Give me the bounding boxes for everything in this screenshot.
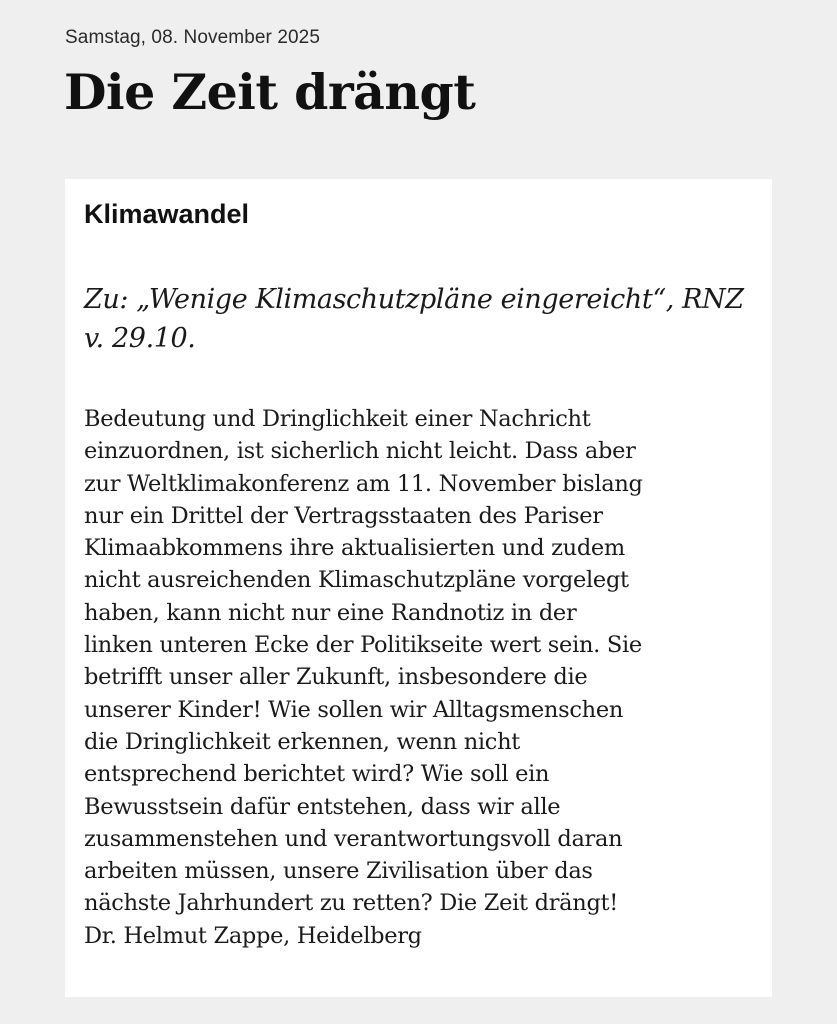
body-line: zur Weltklimakonferenz am 11. November bislang — [84, 470, 643, 497]
body-line: einzuordnen, ist sicherlich nicht leicht. Dass aber — [84, 438, 636, 465]
body-line: nächste Jahrhundert zu retten? Die Zeit drängt! — [84, 890, 619, 917]
body-line: betrifft unser aller Zukunft, insbesondere die — [84, 664, 588, 691]
body-line: Bedeutung und Dringlichkeit einer Nachricht — [84, 406, 591, 432]
body-line: linken unteren Ecke der Politikseite wert sein. Sie — [84, 632, 642, 659]
section-rubric: Klimawandel — [84, 199, 250, 229]
body-line: nur ein Drittel der Vertragsstaaten des Pariser — [84, 502, 603, 529]
body-line: haben, kann nicht nur eine Randnotiz in der — [84, 599, 577, 626]
author-signature: Dr. Helmut Zappe, Heidelberg — [84, 922, 422, 949]
letter-body — [84, 403, 643, 952]
letter-card — [65, 179, 772, 997]
body-line: arbeiten müssen, unsere Zivilisation über das — [84, 858, 593, 885]
article-reference: Zu: „Wenige Klimaschutzpläne eingereicht“, RNZ v. 29.10. — [84, 284, 744, 354]
page-title: Die Zeit drängt — [64, 63, 476, 121]
body-line: zusammenstehen und verantwortungsvoll daran — [84, 825, 623, 852]
body-line: nicht ausreichenden Klimaschutzpläne vorgelegt — [84, 567, 629, 594]
body-line: unserer Kinder! Wie sollen wir Alltagsmenschen — [84, 696, 624, 723]
body-line: entsprechend berichtet wird? Wie soll ein — [84, 761, 550, 788]
publication-date: Samstag, 08. November 2025 — [65, 27, 321, 48]
body-line: Bewusstsein dafür entstehen, dass wir alle — [84, 793, 561, 820]
body-line: Klimaabkommens ihre aktualisierten und zudem — [84, 535, 625, 562]
body-line: die Dringlichkeit erkennen, wenn nicht — [84, 728, 521, 755]
